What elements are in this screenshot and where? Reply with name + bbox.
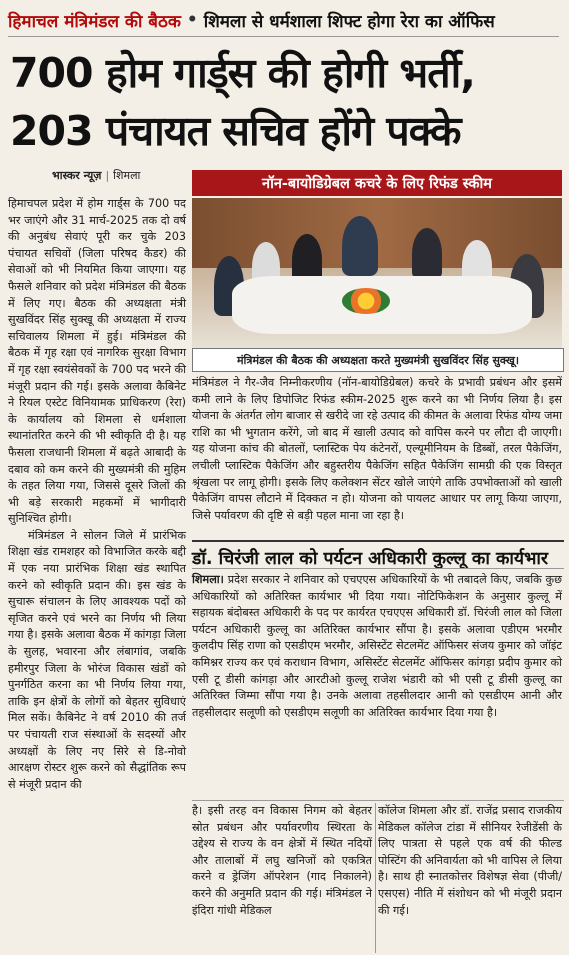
left-paragraph: मंत्रिमंडल ने सोलन जिले में प्रारंभिक शिक्षा खंड रामशहर को विभाजित करके बद्दी में एक नया प्रारंभिक शिक्षा खंड स्थापित करने को स्वीकृति प्रदान की। इस खंड के सुचारू संचालन के लिए आवश्यक पदों को सृजित करने एवं भरने का निर्णय भी लिया गया है। इसके अलावा बैठक में कांगड़ा जिला के सुलह, भवारना और लंबागांव, जबकि हमीरपुर जिला के भोरंज विकास खंडों को पुनर्गठित करना का भी निर्णय लिया गया, ताकि इन क्षेत्रों के लोगों को बेहतर सुविधाएं मिल सकें। कैबिनेट ने वर्ष 2010 की तर्ज पर पंचायती राज संस्थाओं के सदस्यों और अध्यक्षों के लिए नए सिरे से डि-नोवो आरक्षण रोस्टर शुरू करने को सैद्धांतिक रूप से मंजूरी प्रदान की — [8, 528, 186, 791]
byline-agency: भास्कर न्यूज़ — [52, 169, 102, 182]
photo-headline-bar: नॉन-बायोडिग्रेबल कचरे के लिए रिफंड स्कीम — [192, 170, 562, 196]
left-paragraph: हिमाचपल प्रदेश में होम गार्ड्स के 700 पद भर जाएंगे और 31 मार्च-2025 तक दो वर्ष की अनुबंध सेवाएं पूरी कर चुके 203 पंचायत सचिवों (जिला परिषद कैडर) की सेवाओं को भी नियमित किया जाएगा। यह फैसले शनिवार को प्रदेश मंत्रिमंडल की बैठक में लिए गए। बैठक की अध्यक्षता मंत्री सुखविंदर सिंह सुक्खू की अध्यक्षता में राज्य सचिवालय शिमला में हुई। मंत्रिमंडल की बैठक में गृह रक्षा एवं नागरिक सुरक्षा विभाग में गृह रक्षा स्वयंसेवकों के 700 पद भरने की मंजूरी प्रदान की गई। इसके अलावा कैबिनेट ने रियल एस्टेट विनियामक प्राधिकरण (रेरा) के कार्यालय को शिमला से धर्मशाला स्थानांतरित करने की भी स्वीकृति दी है। यह फैसला राजधानी शिमला में बढ़ते आबादी के दबाव को कम करने की मुख्यमंत्री की मुहिम के तहत लिया गया, जिससे दूसरे जिलों की भी बड़े सरकारी महकमों में भागीदारी सुनिश्चित होगी। — [8, 197, 186, 526]
bottom-text-2: कॉलेज शिमला और डॉ. राजेंद्र प्रसाद राजकीय मेडिकल कॉलेज टांडा में सीनियर रेजीडेंसी के लिए पात्रता से पहले एक वर्ष की फील्ड पोस्टिंग की अनिवार्यता को भी वापिस ले लिया है। साथ ही स्नातकोत्तर विशेषज्ञ सेवा (पीजी/एसएस) नीति में संशोधन को भी मंजूरी प्रदान की गई। — [378, 804, 562, 917]
bottom-divider — [192, 800, 564, 801]
sub-headline-divider — [192, 568, 564, 569]
photo-flowers — [342, 288, 390, 314]
photo-person — [412, 228, 442, 280]
transfer-body: प्रदेश सरकार ने शनिवार को एचएएस अधिकारियों के भी तबादले किए, जबकि कुछ अधिकारियों को अतिरिक्त कार्यभार भी दिया गया। नोटिफिकेशन के अनुसार कुल्लू में सहायक बंदोबस्त अधिकारी के पद पर कार्यरत एचएएस अधिकारी डॉ. चिरंजी लाल को जिला पर्यटन अधिकारी कुल्लू का अतिरिक्त कार्यभार सौंपा है। इसके अलावा एडीएम भरमौर कुलदीप सिंह राणा को एसडीएम भरमौर, असिस्टेंट सेटलमेंट ऑफिसर संजय कुमार को जॉइंट कमिश्नर राज्य कर एवं कराधान विभाग, असिस्टेंट सेटलमेंट ऑफिसर कांगड़ा प्रदीप कुमार को एसी टू डीसी कांगड़ा और आरटीओ कुल्लू राजेश भंडारी को भी एसी टू डीसी कुल्लू का अतिरिक्त जिम्मा सौंपा गया है। उनके अलावा तहसीलदार आनी को एसडीएम आनी और तहसीलदार सलूणी को एसडीएम सलूणी का अतिरिक्त कार्यभार दिया गया है। — [192, 573, 562, 719]
kicker-topic: शिमला से धर्मशाला शिफ्ट होगा रेरा का ऑफिस — [203, 11, 495, 32]
sub-headline: डॉ. चिरंजी लाल को पर्यटन अधिकारी कुल्लू का कार्यभार — [192, 540, 564, 570]
kicker — [8, 6, 495, 34]
byline-place: शिमला — [113, 169, 141, 182]
byline-separator: | — [105, 169, 110, 182]
bottom-column-2 — [378, 803, 562, 919]
transfer-text — [192, 572, 562, 721]
headline — [10, 44, 561, 160]
transfer-dateline: शिमला। — [192, 573, 224, 586]
photo-caption: मंत्रिमंडल की बैठक की अध्यक्षता करते मुख्यमंत्री सुखविंदर सिंह सुक्खू। — [192, 348, 564, 372]
kicker-section: हिमाचल मंत्रिमंडल की बैठक — [8, 11, 181, 32]
headline-line-2: 203 पंचायत सचिव होंगे पक्के — [10, 107, 461, 155]
deposit-refund-story — [192, 375, 562, 524]
deposit-refund-text: मंत्रिमंडल ने गैर-जैव निम्नीकरणीय (नॉन-बायोडिग्रेबल) कचरे के प्रभावी प्रबंधन और इसमें कमी लाने के लिए डिपोजिट रिफंड स्कीम-2025 शुरू करने का भी निर्णय लिया है। इस योजना के अंतर्गत लोग बाजार से खरीदे जा रहे उत्पाद की कीमत के अलावा रिफंड योग्य जमा राशि का भी भुगतान करेंगे, जो बाद में खाली उत्पाद को वापिस करने पर लौटा दी जाएगी। यह योजना कांच की बोतलों, प्लास्टिक पेय कंटेनरों, एल्यूमीनियम के डिब्बों, तरल पैकेजिंग, लचीली प्लास्टिक पैकेजिंग और बहुस्तरीय पैकेजिंग सहित पैकेजिंग सामग्री की एक विस्तृत श्रृंखला पर लागू होगी। इसके लिए कलेक्शन सेंटर खोले जाएंगे ताकि उपभोक्ताओं को खाली पैकेजिंग वापस लौटाने में दिक्कत न हो। योजना को पायलट आधार पर लागू किया जाएगा, जिसे पर्यावरण की दृष्टि से बड़ी पहल माना जा रहा है। — [192, 376, 562, 522]
headline-line-1: 700 होम गार्ड्स की होगी भर्ती, — [10, 49, 475, 97]
transfer-story — [192, 572, 562, 721]
cabinet-meeting-photo — [192, 198, 562, 348]
bottom-text-1: है। इसी तरह वन विकास निगम को बेहतर स्रोत प्रबंधन और पर्यावरणीय स्थिरता के उद्देश्य से राज्य के वन क्षेत्रों में स्थित नदियों और तालाबों में लघु खनिजों को एकत्रित करने व ड्रेजिंग ऑपरेशन (गाद निकालने) करने की अनुमति प्रदान की गई। मंत्रिमंडल ने इंदिरा गांधी मेडिकल — [192, 804, 372, 917]
kicker-separator: • — [186, 10, 198, 30]
left-column — [8, 196, 186, 793]
column-divider — [375, 803, 376, 953]
kicker-divider — [8, 36, 559, 37]
byline — [52, 168, 140, 183]
bottom-column-1 — [192, 803, 372, 919]
photo-person — [342, 216, 378, 276]
